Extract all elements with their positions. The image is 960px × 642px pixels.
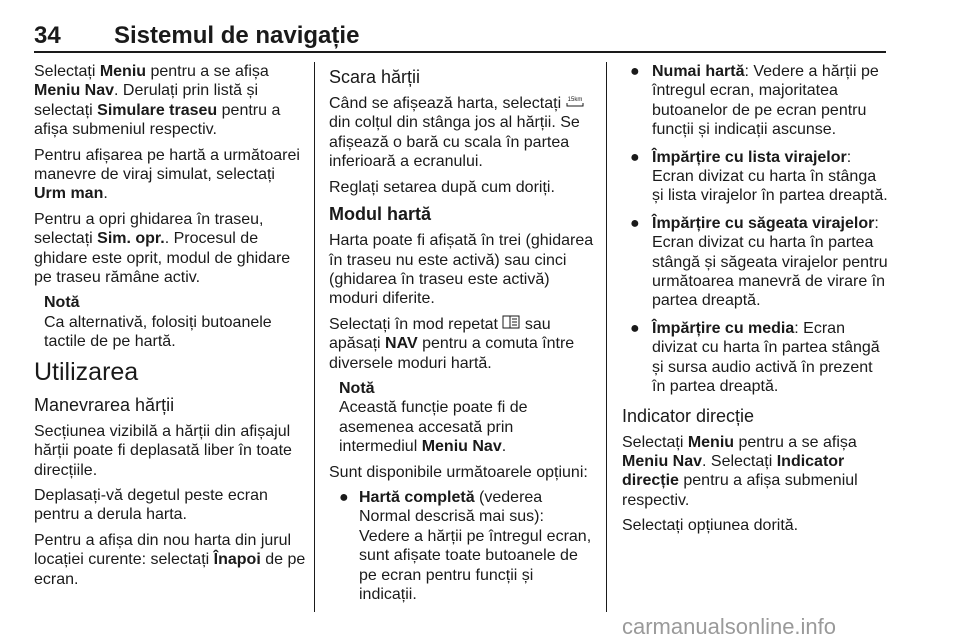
column-3	[622, 62, 890, 542]
paragraph-direction: Selectați Meniu pentru a se afișa Meniu Nav. Selectați Indicator direcție pentru a afișa submeniul respectiv.	[622, 433, 858, 509]
note-title: Notă	[44, 294, 80, 312]
paragraph-select-option: Selectați opțiunea dorită.	[622, 517, 799, 535]
column-2	[329, 62, 595, 612]
column-divider-2	[606, 62, 607, 612]
paragraph-scale: Când se afișează harta, selectați 15km din colțul din stânga jos al hărții. Se afișează o bară cu scala în partea inferioară a ecranului.	[329, 95, 582, 171]
note-text: Această funcție poate fi de asemenea accesată prin intermediul Meniu Nav.	[339, 399, 528, 456]
options-list-continued	[622, 62, 890, 397]
list-item: ● Împărțire cu lista virajelor: Ecran divizat cu harta în stânga și lista virajelor în partea dreaptă.	[630, 148, 888, 205]
subheading-map-scale: Scara hărții	[329, 67, 421, 87]
paragraph-options: Sunt disponibile următoarele opțiuni:	[329, 463, 588, 481]
list-item: ● Împărțire cu săgeata virajelor: Ecran divizat cu harta în partea stângă și săgeata virajelor pentru următoarea manevră de virare în partea dreaptă.	[630, 214, 888, 310]
scale-icon	[566, 94, 584, 113]
bullet-icon: ●	[630, 148, 640, 166]
section-heading-usage: Utilizarea	[34, 357, 139, 386]
page-number: 34	[34, 22, 61, 49]
note-text: Ca alternativă, folosiți butoanele tactile de pe hartă.	[44, 313, 272, 351]
bullet-icon: ●	[630, 319, 640, 337]
subheading-map-mode: Modul hartă	[329, 204, 431, 225]
list-item: ● Împărțire cu media: Ecran divizat cu harta în partea stângă și sursa audio activă în prezent în partea dreaptă.	[630, 319, 880, 396]
watermark: carmanualsonline.info	[622, 614, 837, 639]
subheading-direction-indicator: Indicator direcție	[622, 405, 755, 426]
bullet-icon: ●	[630, 63, 640, 80]
paragraph-simulation: Selectați Meniu pentru a se afișa Meniu Nav. Derulați prin listă și selectați Simulare traseu pentru a afișa submeniul respectiv.	[34, 63, 281, 139]
paragraph-scroll: Deplasați-vă degetul peste ecran pentru a derula harta.	[34, 486, 268, 524]
list-item: ● Hartă completă (vederea Normal descrisă mai sus): Vedere a hărții pe întregul ecran, sunt afișate toate butoanele de pe ecran pentru funcții și indicații.	[339, 489, 592, 604]
chapter-title: Sistemul de navigație	[114, 22, 360, 49]
note-box	[339, 379, 595, 457]
header-rule	[34, 51, 886, 53]
map-mode-icon	[502, 315, 520, 334]
column-divider-1	[314, 62, 315, 612]
scale-icon-label: 15km	[567, 97, 582, 104]
subheading-map-handling: Manevrarea hărții	[34, 394, 175, 415]
paragraph-next-maneuver: Pentru afișarea pe hartă a următoarei manevre de viraj simulat, selectați Urm man.	[34, 146, 300, 203]
paragraph-select-mode: Selectați în mod repetat sau apăsați NAV pentru a comuta între diversele moduri hartă.	[329, 315, 575, 372]
list-item: ● Numai hartă: Vedere a hărții pe întregul ecran, majoritatea butoanelor de pe ecran pentru funcții și indicații ascunse.	[630, 63, 879, 139]
bullet-icon: ●	[339, 489, 349, 507]
column-1	[34, 62, 306, 595]
options-list	[329, 488, 595, 604]
paragraph-adjust: Reglați setarea după cum doriți.	[329, 178, 555, 196]
page-header	[34, 22, 886, 50]
bullet-icon: ●	[630, 214, 640, 232]
paragraph-back: Pentru a afișa din nou harta din jurul locației curente: selectați Înapoi de pe ecran.	[34, 531, 306, 588]
note-box	[44, 293, 306, 351]
paragraph-modes: Harta poate fi afișată în trei (ghidarea în traseu nu este activă) sau cinci (ghidarea în traseu este activă) moduri diferite.	[329, 232, 594, 308]
paragraph-visible-section: Secțiunea vizibilă a hărții din afișajul hărții poate fi deplasată liber în toate direcțiile.	[34, 422, 292, 479]
note-title: Notă	[339, 380, 375, 397]
paragraph-stop-guidance: Pentru a opri ghidarea în traseu, selectați Sim. opr.. Procesul de ghidare este oprit, modul de ghidare pe traseu rămâne activ.	[34, 210, 291, 287]
